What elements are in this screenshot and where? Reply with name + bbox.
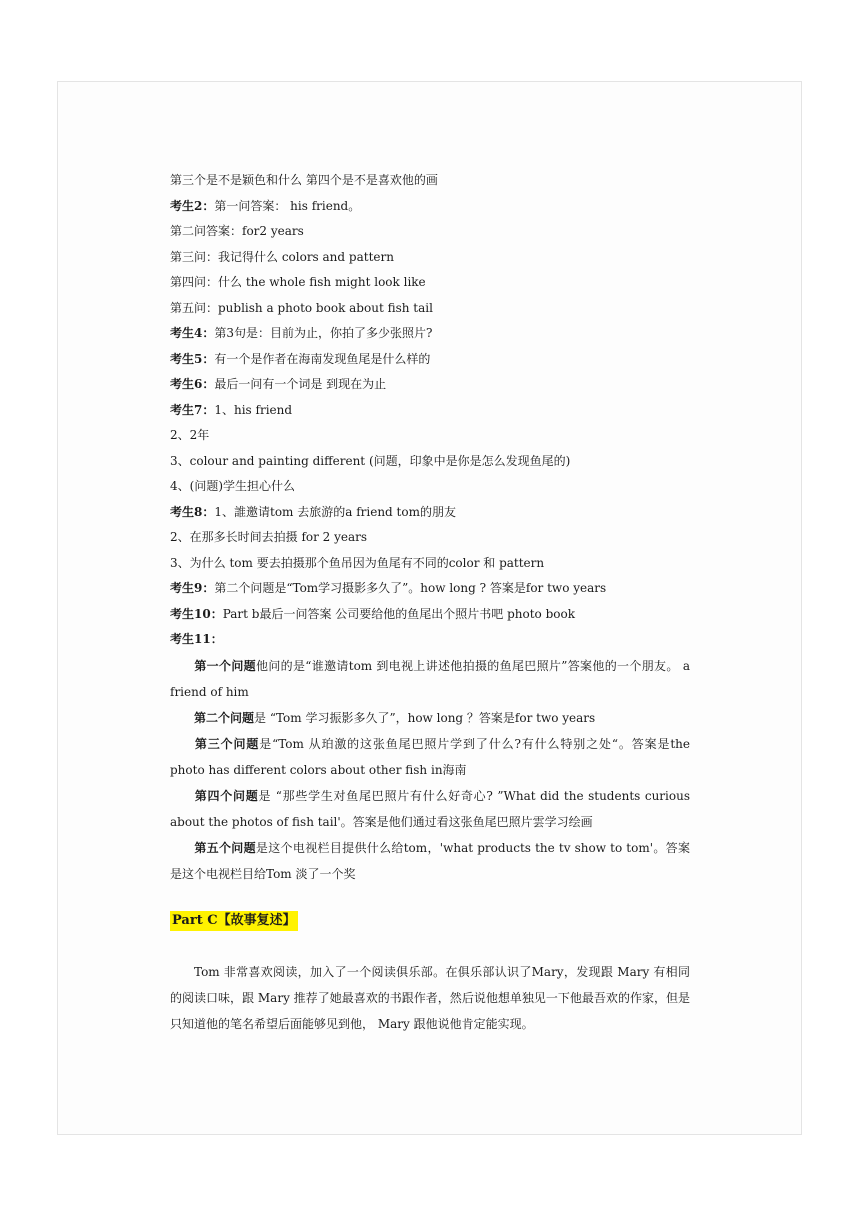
- answer-paragraph: 第三个问题是“Tom 从珀激的这张鱼尾巴照片学到了什么?有什么特别之处“。答案是the photo has different colors about other fish in海南: [170, 736, 690, 777]
- answer-line: 3、为什么 tom 要去拍摄那个鱼吊因为鱼尾有不同的color 和 pattern: [170, 555, 545, 570]
- answer-paragraph: 第一个问题他问的是“谁邀请tom 到电视上讲述他拍摄的鱼尾巴照片”答案他的一个朋友。 a friend of him: [170, 658, 690, 699]
- answer-lines: [170, 168, 690, 653]
- answer-paragraph: 第二个问题是 “Tom 学习振影多久了”，how long ？答案是for two years: [194, 710, 596, 725]
- answer-line: 考生8：1、誰邀请tom 去旅游的a friend tom的朋友: [170, 504, 456, 519]
- answer-paragraph: 第四个问题是 “那些学生对鱼尾巴照片有什么好奇心? ”What did the students curious about the photos of fish tail'。答案是他们通过看这张鱼尾巴照片雲学习绘画: [170, 788, 690, 829]
- answer-line: 考生11：: [170, 632, 223, 646]
- answer-line: 第二问答案：for2 years: [170, 224, 304, 238]
- part-c-heading: Part C【故事复述】: [170, 911, 298, 931]
- answer-line: 考生2：第一问答案： his friend。: [170, 198, 361, 213]
- answer-line: 考生9：第二个问题是“Tom学习摄影多久了”。how long ? 答案是for two years: [170, 581, 607, 595]
- answer-paragraph: 第五个问题是这个电视栏目提供什么给tom，'what products the tv show to tom'。答案 是这个电视栏目给Tom 淡了一个奖: [170, 840, 690, 881]
- answer-line: 考生4：第3句是：目前为止，你拍了多少张照片?: [170, 326, 433, 340]
- answer-line: 第四问：什么 the whole fish might look like: [170, 275, 426, 289]
- answer-line: 第三个是不是颖色和什么 第四个是不是喜欢他的画: [170, 173, 438, 187]
- candidate-11-answers: [170, 653, 690, 887]
- answer-line: 第五问：publish a photo book about fish tail: [170, 300, 433, 315]
- answer-line: 考生7：1、his friend: [170, 402, 293, 417]
- answer-line: 2、2年: [170, 428, 210, 442]
- answer-line: 2、在那多长时间去拍摄 for 2 years: [170, 530, 368, 544]
- answer-line: 第三问：我记得什么 colors and pattern: [170, 249, 394, 264]
- document-body: [170, 168, 690, 1037]
- story-retell-paragraph: Tom 非常喜欢阅读，加入了一个阅读俱乐部。在俱乐部认识了Mary，发现跟 Mary 有相同的阅读口味，跟 Mary 推荐了她最喜欢的书跟作者，然后说他想单独见一下他最吾欢的作家，但是只知道他的笔名希望后面能够见到他， Mary 跟他说他肯定能实现。: [170, 964, 690, 1031]
- answer-line: 考生10：Part b最后一问答案 公司要给他的鱼尾出个照片书吧 photo book: [170, 606, 575, 621]
- answer-line: 考生6：最后一问有一个词是 到现在为止: [170, 377, 387, 391]
- answer-line: 3、colour and painting different (问题，印象中是你是怎么发现鱼尾的): [170, 453, 571, 468]
- answer-line: 4、(问题)学生担心什么: [170, 479, 295, 493]
- answer-line: 考生5：有一个是作者在海南发现鱼尾是什么样的: [170, 351, 431, 366]
